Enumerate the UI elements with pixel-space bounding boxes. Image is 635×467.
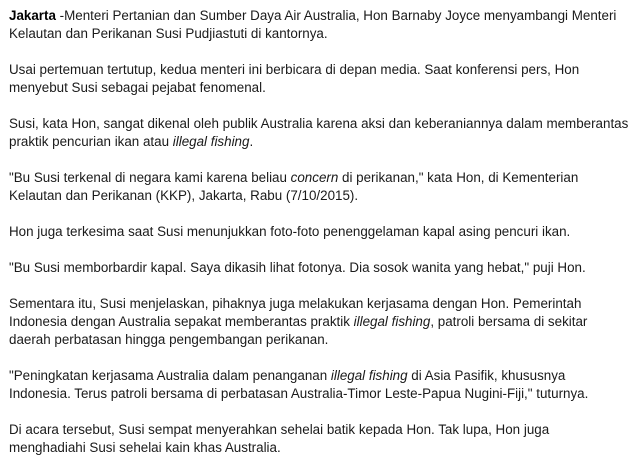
- paragraph-3-italic: illegal fishing: [172, 134, 250, 149]
- paragraph-5: Hon juga terkesima saat Susi menunjukkan foto-foto penenggelaman kapal asing pencuri ikan.: [9, 224, 571, 239]
- paragraph-7: [9, 295, 629, 349]
- paragraph-8-text-a: "Peningkatan kerjasama Australia dalam penanganan: [9, 368, 331, 383]
- paragraph-9: Di acara tersebut, Susi sempat menyerahkan sehelai batik kepada Hon. Tak lupa, Hon juga menghadiahi Susi sehelai kain khas Australia.: [9, 422, 550, 455]
- paragraph-4: [9, 169, 629, 205]
- paragraph-3: [9, 115, 629, 151]
- article-body: [9, 7, 629, 457]
- paragraph-3-text-a: Susi, kata Hon, sangat dikenal oleh publik Australia karena aksi dan keberaniannya dalam memberantas praktik pencurian ikan atau: [9, 116, 629, 149]
- paragraph-8: [9, 367, 629, 403]
- paragraph-8-text-b: di Asia Pasifik, khususnya Indonesia. Terus patroli bersama di perbatasan Australia-Timor Leste-Papua Nugini-Fiji," tuturnya.: [9, 368, 589, 401]
- paragraph-4-italic: concern: [290, 170, 339, 185]
- paragraph-7-italic: illegal fishing: [353, 314, 431, 329]
- paragraph-8-italic: illegal fishing: [330, 368, 408, 383]
- paragraph-1: [9, 7, 629, 43]
- paragraph-4-text-a: "Bu Susi terkenal di negara kami karena beliau: [9, 170, 291, 185]
- paragraph-4-text-b: di perikanan," kata Hon, di Kementerian Kelautan dan Perikanan (KKP), Jakarta, Rabu (7/10/2015).: [9, 170, 579, 203]
- paragraph-7-text-b: , patroli bersama di sekitar daerah perbatasan hingga pengembangan perikanan.: [9, 314, 588, 347]
- paragraph-7-text-a: Sementara itu, Susi menjelaskan, pihaknya juga melakukan kerjasama dengan Hon. Pemerintah Indonesia dengan Australia sepakat memberantas praktik: [9, 296, 582, 329]
- paragraph-6: "Bu Susi memborbardir kapal. Saya dikasih lihat fotonya. Dia sosok wanita yang hebat," puji Hon.: [9, 260, 586, 275]
- paragraph-2: Usai pertemuan tertutup, kedua menteri ini berbicara di depan media. Saat konferensi pers, Hon menyebut Susi sebagai pejabat fenomenal.: [9, 62, 580, 95]
- paragraph-1-text: -Menteri Pertanian dan Sumber Daya Air Australia, Hon Barnaby Joyce menyambangi Menteri Kelautan dan Perikanan Susi Pudjiastuti di kantornya.: [9, 8, 617, 41]
- dateline: Jakarta: [9, 8, 56, 23]
- paragraph-3-text-b: .: [249, 134, 254, 149]
